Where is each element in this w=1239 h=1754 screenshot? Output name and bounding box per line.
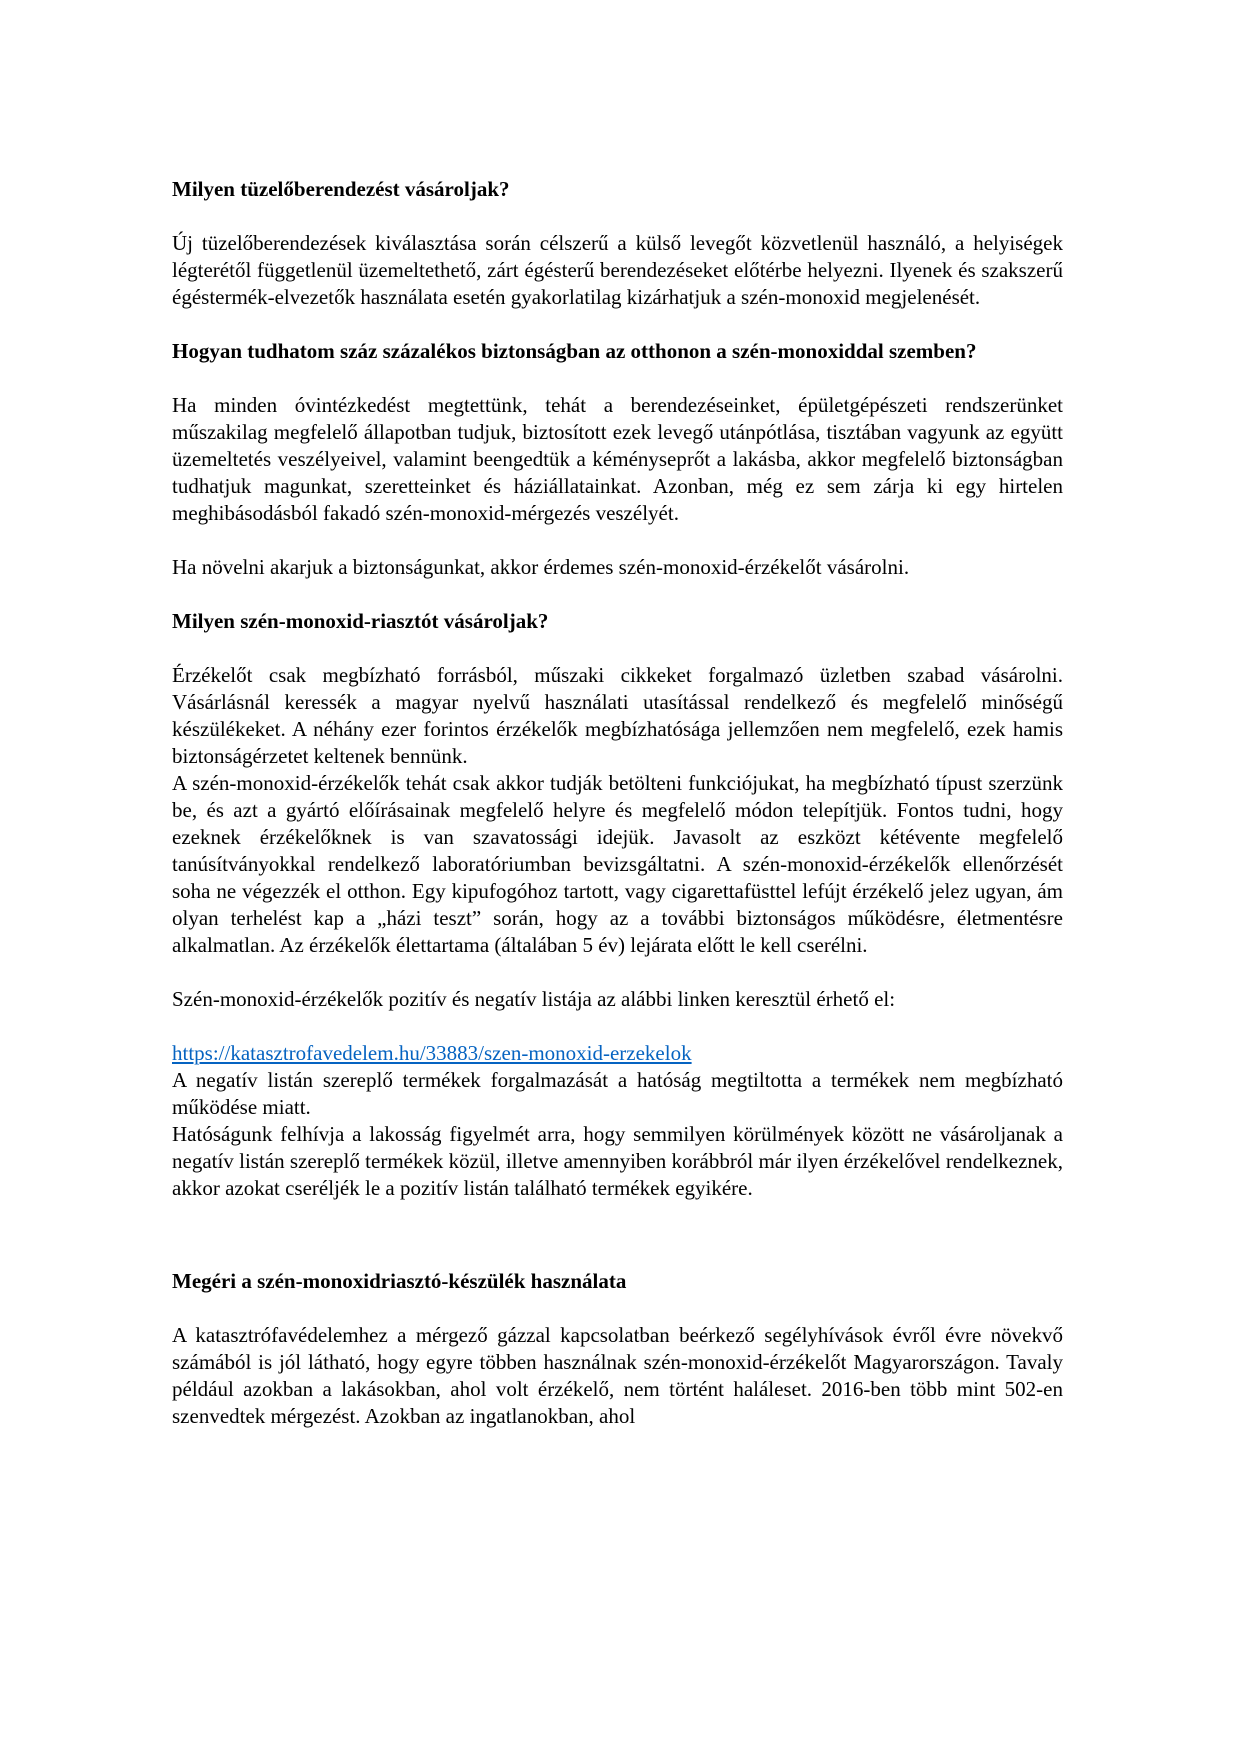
heading-megeri-a-keszulek: Megéri a szén-monoxidriasztó-készülék használata <box>172 1269 627 1293</box>
paragraph-erzekelo-telepites-szavatossag: A szén-monoxid-érzékelők tehát csak akkor tudják betölteni funkciójukat, ha megbízható típust szerzünk be, és azt a gyártó előírásainak megfelelő helyre és megfelelő módon telepítjük. Fontos tudni, hogy ezeknek érzékelőknek is van szavatossági idejük. Javasolt az eszközt kétévente megfelelő tanúsítványokkal rendelkező laboratóriumban bevizsgáltatni. A szén-monoxid-érzékelők ellenőrzését soha ne végezzék el otthon. Egy kipufogóhoz tartott, vagy cigarettafüsttel lefújt érzékelő jelez ugyan, ám olyan terhelést kap a „házi teszt” során, hogy az a további biztonságos működésre, életmentésre alkalmatlan. Az érzékelők élettartama (általában 5 év) lejárata előtt le kell cserélni. <box>172 771 1063 957</box>
heading-milyen-tuzeloberendezest: Milyen tüzelőberendezést vásároljak? <box>172 177 510 201</box>
paragraph-segelyhivasok-statisztika: A katasztrófavédelemhez a mérgező gázzal kapcsolatban beérkező segélyhívások évről évre növekvő számából is jól látható, hogy egyre többen használnak szén-monoxid-érzékelőt Magyarországon. Tavaly például azokban a lakásokban, ahol volt érzékelő, nem történt haláleset. 2016-ben több mint 502-en szenvedtek mérgezést. Azokban az ingatlanokban, ahol <box>172 1323 1063 1428</box>
heading-milyen-riasztot: Milyen szén-monoxid-riasztót vásároljak? <box>172 609 549 633</box>
paragraph-hatosag-felhivas: Hatóságunk felhívja a lakosság figyelmét arra, hogy semmilyen körülmények között ne vásároljanak a negatív listán szereplő termékek közül, illetve amennyiben korábbról már ilyen érzékelővel rendelkeznek, akkor azokat cseréljék le a pozitív listán található termékek egyikére. <box>172 1122 1063 1200</box>
link-line <box>172 1040 1063 1067</box>
paragraph-erzekelo-vasarlas: Érzékelőt csak megbízható forrásból, műszaki cikkeket forgalmazó üzletben szabad vásárolni. Vásárlásnál keressék a magyar nyelvű használati utasítással rendelkező és megfelelő minőségű készülékeket. A néhány ezer forintos érzékelők megbízhatósága jellemzően nem megfelelő, ezek hamis biztonságérzetet keltenek bennünk. <box>172 663 1063 768</box>
heading-szaz-szazalekos-biztonsag: Hogyan tudhatom száz százalékos biztonságban az otthonon a szén-monoxiddal szemben? <box>172 339 977 363</box>
document-content <box>172 176 1063 1430</box>
paragraph-ovintezkedesek: Ha minden óvintézkedést megtettünk, tehát a berendezéseinket, épületgépészeti rendszerünket műszakilag megfelelő állapotban tudjuk, biztosított ezek levegő utánpótlása, tisztában vagyunk az együtt üzemeltetés veszélyeivel, valamint beengedtük a kéményseprőt a lakásba, akkor megfelelő biztonságban tudhatjuk magunkat, szeretteinket és háziállatainkat. Azonban, még ez sem zárja ki egy hirtelen meghibásodásból fakadó szén-monoxid-mérgezés veszélyét. <box>172 393 1063 525</box>
paragraph-novelni-biztonsag: Ha növelni akarjuk a biztonságunkat, akkor érdemes szén-monoxid-érzékelőt vásárolni. <box>172 555 910 579</box>
paragraph-tuzeloberendezes-valasztas: Új tüzelőberendezések kiválasztása során célszerű a külső levegőt közvetlenül használó, a helyiségek légterétől függetlenül üzemeltethető, zárt égésterű berendezéseket előtérbe helyezni. Ilyenek és szakszerű égéstermék-elvezetők használata esetén gyakorlatilag kizárhatjuk a szén-monoxid megjelenését. <box>172 231 1063 309</box>
katasztrofavedelem-link[interactable]: https://katasztrofavedelem.hu/33883/szen-monoxid-erzekelok <box>172 1041 692 1065</box>
paragraph-pozitiv-negativ-lista-intro: Szén-monoxid-érzékelők pozitív és negatív listája az alábbi linken keresztül érhető el: <box>172 987 896 1011</box>
paragraph-negativ-lista-tiltas: A negatív listán szereplő termékek forgalmazását a hatóság megtiltotta a termékek nem megbízható működése miatt. <box>172 1068 1063 1119</box>
